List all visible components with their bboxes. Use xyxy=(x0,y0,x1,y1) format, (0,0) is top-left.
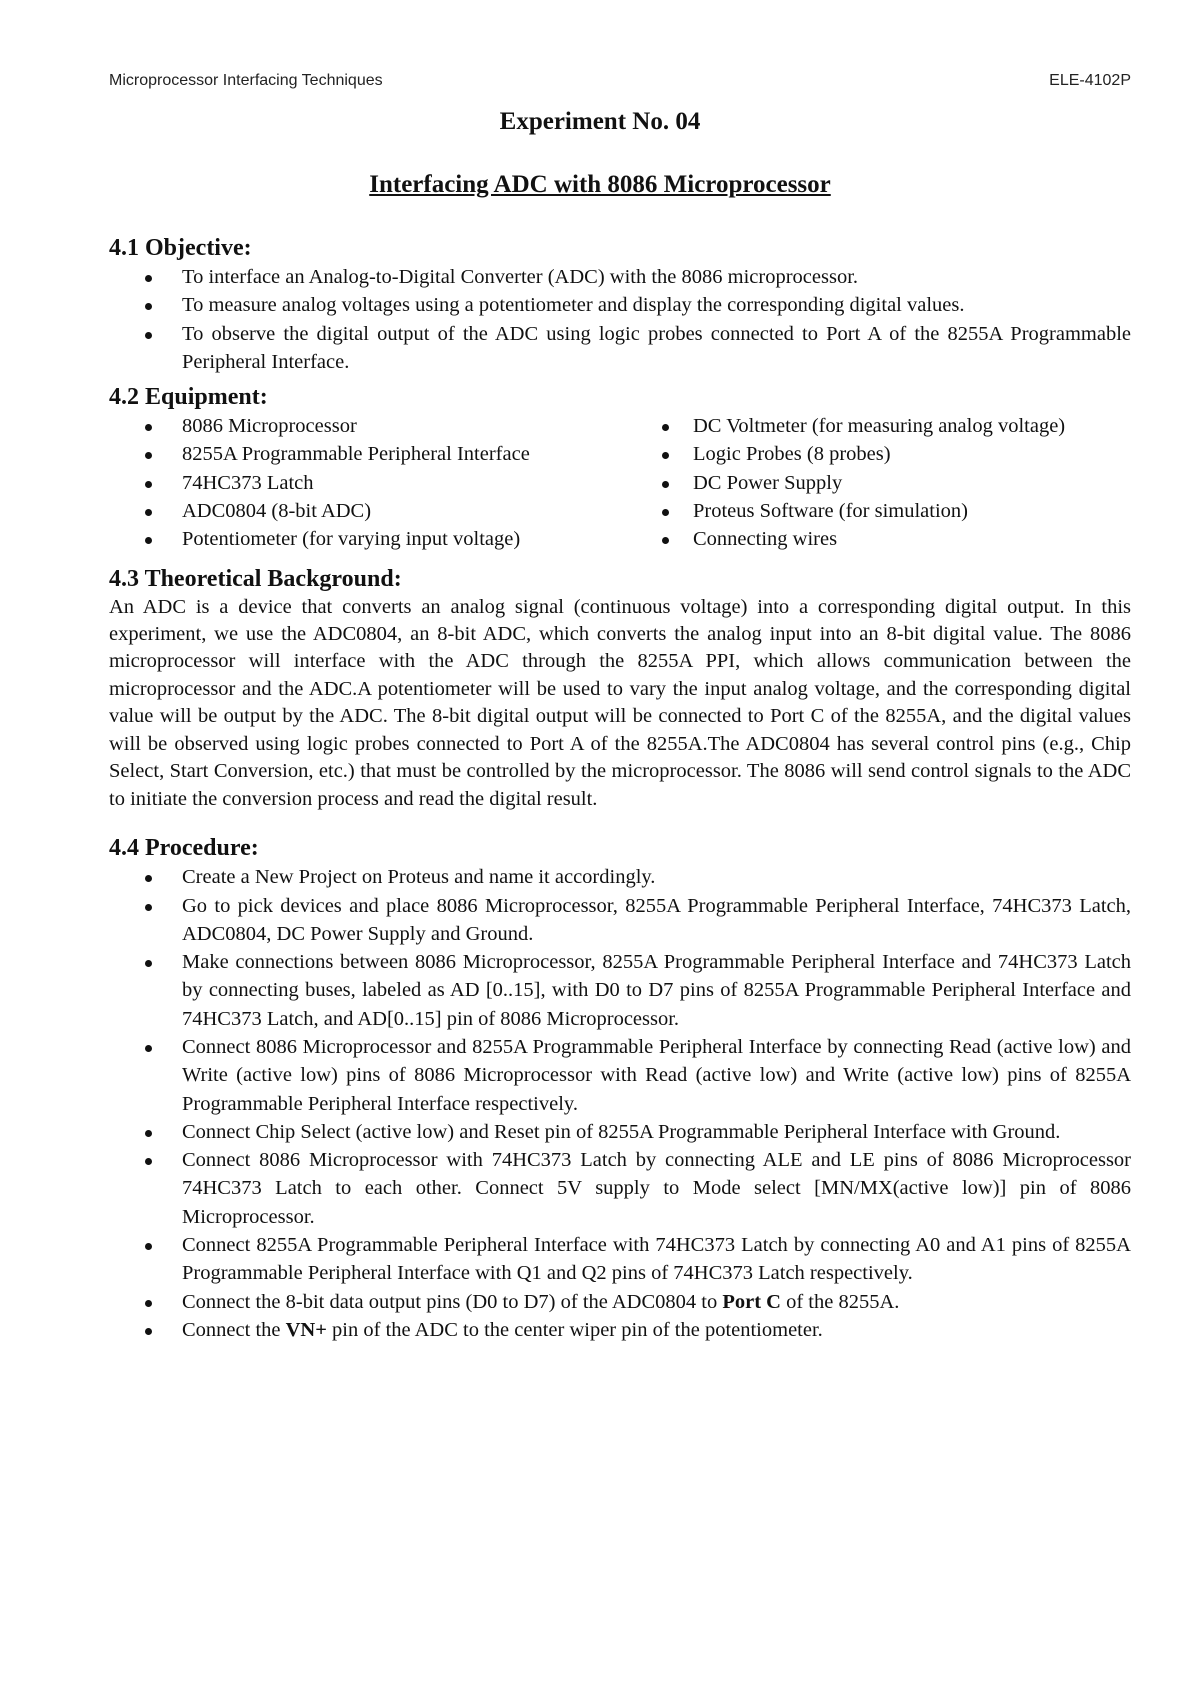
procedure-section xyxy=(109,833,1131,1344)
equipment-section xyxy=(109,382,1131,553)
equipment-heading: 4.2 Equipment: xyxy=(109,384,268,411)
objective-list xyxy=(109,263,1131,376)
list-item: 8086 Microprocessor xyxy=(109,412,589,440)
list-item: Make connections between 8086 Microprocessor, 8255A Programmable Peripheral Interface and 74HC373 Latch by connecting buses, labeled as AD [0..15], with D0 to D7 pins of 8255A Programmable Peripheral Interface and 74HC373 Latch, and AD[0..15] pin of 8086 Microprocessor. xyxy=(109,948,1131,1033)
running-header xyxy=(109,72,1131,90)
equipment-list-left xyxy=(109,412,589,553)
list-item: DC Voltmeter (for measuring analog voltage) xyxy=(657,412,1131,440)
list-item: Connect Chip Select (active low) and Reset pin of 8255A Programmable Peripheral Interface with Ground. xyxy=(109,1118,1131,1146)
experiment-subtitle: Interfacing ADC with 8086 Microprocessor xyxy=(369,171,831,198)
list-item: 8255A Programmable Peripheral Interface xyxy=(109,440,589,468)
equipment-columns xyxy=(109,412,1131,553)
objective-section xyxy=(109,233,1131,376)
text-span: Connect the 8-bit data output pins (D0 to D7) of the ADC0804 to xyxy=(182,1290,723,1313)
procedure-list xyxy=(109,863,1131,1344)
list-item: DC Power Supply xyxy=(657,469,1131,497)
list-item xyxy=(109,1316,1131,1344)
list-item: Proteus Software (for simulation) xyxy=(657,497,1131,525)
course-title: Microprocessor Interfacing Techniques xyxy=(109,72,383,89)
list-item: Create a New Project on Proteus and name it accordingly. xyxy=(109,863,1131,891)
list-item: Connect 8086 Microprocessor with 74HC373 Latch by connecting ALE and LE pins of 8086 Microprocessor 74HC373 Latch to each other. Connect 5V supply to Mode select [MN/MX(active low)] pin of 8086 Microprocessor. xyxy=(109,1146,1131,1231)
list-item: To measure analog voltages using a potentiometer and display the corresponding digital values. xyxy=(109,291,1131,319)
list-item: ADC0804 (8-bit ADC) xyxy=(109,497,589,525)
equipment-list-right xyxy=(657,412,1131,553)
list-item: Potentiometer (for varying input voltage) xyxy=(109,525,589,553)
text-span: Connect the xyxy=(182,1318,286,1341)
list-item: 74HC373 Latch xyxy=(109,469,589,497)
list-item: To observe the digital output of the ADC using logic probes connected to Port A of the 8255A Programmable Peripheral Interface. xyxy=(109,320,1131,377)
list-item: Logic Probes (8 probes) xyxy=(657,440,1131,468)
list-item xyxy=(109,1288,1131,1316)
list-item: Go to pick devices and place 8086 Microprocessor, 8255A Programmable Peripheral Interface, 74HC373 Latch, ADC0804, DC Power Supply and Ground. xyxy=(109,892,1131,949)
theory-paragraph: An ADC is a device that converts an analog signal (continuous voltage) into a corresponding digital output. In this experiment, we use the ADC0804, an 8-bit ADC, which converts the analog input into an 8-bit digital value. The 8086 microprocessor will interface with the ADC through the 8255A PPI, which allows communication between the microprocessor and the ADC.A potentiometer will be used to vary the input analog voltage, and the corresponding digital value will be output by the ADC. The 8-bit digital output will be connected to Port C of the 8255A, and the digital values will be observed using logic probes connected to Port A of the 8255A.The ADC0804 has several control pins (e.g., Chip Select, Start Conversion, etc.) that must be controlled by the microprocessor. The 8086 will send control signals to the ADC to initiate the conversion process and read the digital result. xyxy=(109,595,1131,810)
list-item: Connecting wires xyxy=(657,525,1131,553)
theory-heading: 4.3 Theoretical Background: xyxy=(109,565,402,592)
list-item: To interface an Analog-to-Digital Converter (ADC) with the 8086 microprocessor. xyxy=(109,263,1131,291)
objective-heading: 4.1 Objective: xyxy=(109,235,252,261)
list-item: Connect 8086 Microprocessor and 8255A Programmable Peripheral Interface by connecting Read (active low) and Write (active low) pins of 8086 Microprocessor with Read (active low) and Write (active low) pins of 8255A Programmable Peripheral Interface respectively. xyxy=(109,1033,1131,1118)
text-span: of the 8255A. xyxy=(780,1290,900,1313)
text-span: pin of the ADC to the center wiper pin of the potentiometer. xyxy=(326,1318,823,1341)
bold-term: Port C xyxy=(722,1290,781,1313)
course-code: ELE-4102P xyxy=(1049,72,1131,89)
procedure-heading: 4.4 Procedure: xyxy=(109,835,259,862)
list-item: Connect 8255A Programmable Peripheral Interface with 74HC373 Latch by connecting A0 and A1 pins of 8255A Programmable Peripheral Interface with Q1 and Q2 pins of 74HC373 Latch respectively. xyxy=(109,1231,1131,1288)
document-content xyxy=(109,233,1131,1344)
experiment-title: Experiment No. 04 xyxy=(499,108,701,135)
theory-section xyxy=(109,564,1131,814)
bold-term: VN+ xyxy=(285,1318,327,1341)
